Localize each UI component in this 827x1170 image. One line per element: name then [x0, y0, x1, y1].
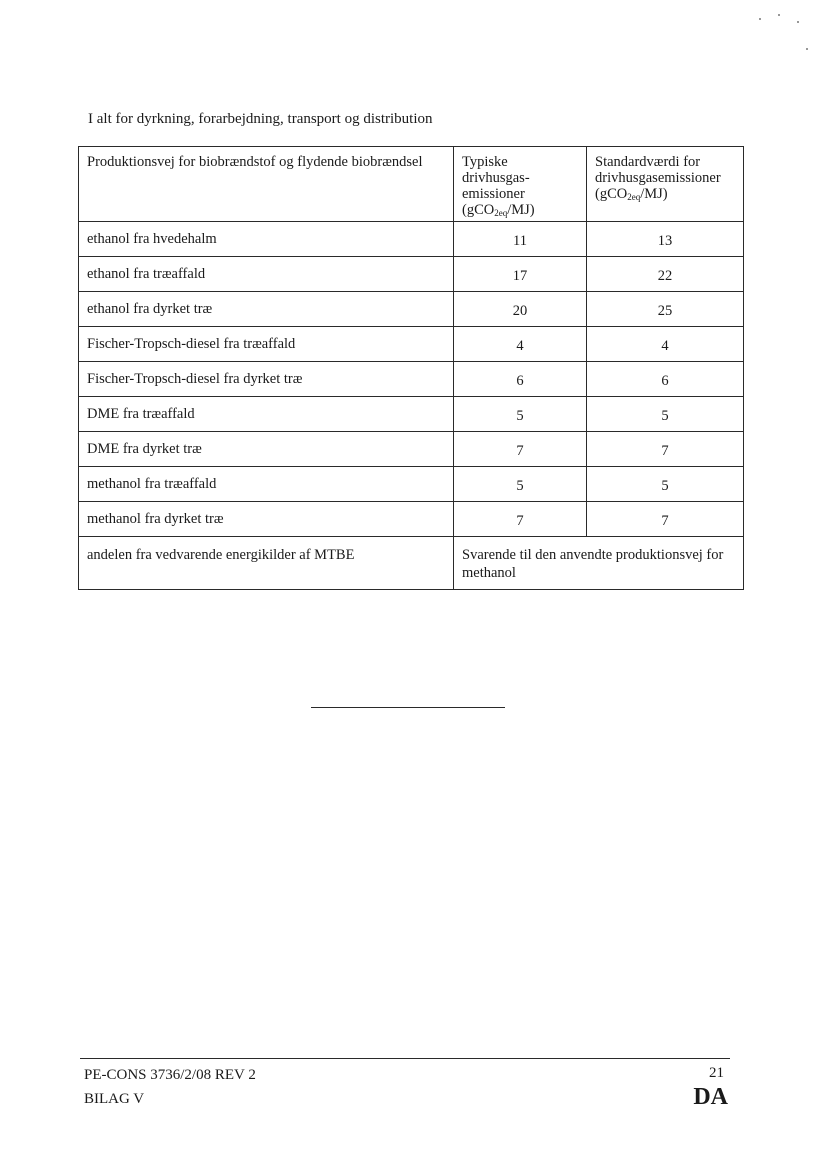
table-row: [79, 257, 744, 292]
footer-left-block: [84, 1063, 256, 1111]
header-default-unit: (gCO$_{2eq}$/MJ): [595, 186, 668, 202]
header-default-text: Standardværdi for drivhusgasemissioner: [595, 154, 721, 186]
row-typical-cell: 5: [454, 397, 587, 432]
header-default-emissions: [587, 147, 744, 222]
header-typical-unit: (gCO$_{2eq}$/MJ): [462, 202, 535, 218]
table-row: [79, 397, 744, 432]
row-default-cell: 13: [587, 222, 744, 257]
header-production-path: Produktionsvej for biobrændstof og flydende biobrændsel: [79, 147, 454, 222]
row-typical-cell: 6: [454, 362, 587, 397]
footer-language-code: DA: [693, 1084, 728, 1110]
row-path-cell: DME fra dyrket træ: [79, 432, 454, 467]
header-typical-emissions: [454, 147, 587, 222]
header-typical-text: Typiske drivhusgas-emissioner: [462, 154, 530, 202]
row-default-cell: 7: [587, 502, 744, 537]
row-path-cell: ethanol fra træaffald: [79, 257, 454, 292]
row-path-cell: ethanol fra hvedehalm: [79, 222, 454, 257]
row-default-cell: 7: [587, 432, 744, 467]
row-typical-cell: 11: [454, 222, 587, 257]
row-typical-cell: 20: [454, 292, 587, 327]
row-path-cell: DME fra træaffald: [79, 397, 454, 432]
row-path-cell: Fischer-Tropsch-diesel fra træaffald: [79, 327, 454, 362]
table-row-mtbe: [79, 537, 744, 590]
table-header-row: [79, 147, 744, 222]
table-row: [79, 222, 744, 257]
row-path-cell: methanol fra træaffald: [79, 467, 454, 502]
row-path-cell: methanol fra dyrket træ: [79, 502, 454, 537]
footer-page-number: 21: [709, 1065, 724, 1081]
row-default-cell: 6: [587, 362, 744, 397]
table-intro-text: I alt for dyrkning, forarbejdning, transport og distribution: [88, 111, 433, 127]
emissions-table: [78, 146, 744, 590]
row-default-cell: 4: [587, 327, 744, 362]
footer-doc-ref: PE-CONS 3736/2/08 REV 2: [84, 1067, 256, 1083]
row-path-cell: andelen fra vedvarende energikilder af MTBE: [79, 537, 454, 590]
footer-rule: [80, 1058, 730, 1059]
row-default-cell: 25: [587, 292, 744, 327]
row-typical-cell: 5: [454, 467, 587, 502]
table-row: [79, 432, 744, 467]
row-typical-cell: 7: [454, 502, 587, 537]
table-row: [79, 467, 744, 502]
row-typical-cell: 17: [454, 257, 587, 292]
section-divider: [311, 707, 505, 708]
row-default-cell: 5: [587, 397, 744, 432]
row-default-cell: 22: [587, 257, 744, 292]
row-default-cell: 5: [587, 467, 744, 502]
table-row: [79, 292, 744, 327]
row-path-cell: ethanol fra dyrket træ: [79, 292, 454, 327]
footer-annex: BILAG V: [84, 1091, 145, 1107]
row-path-cell: Fischer-Tropsch-diesel fra dyrket træ: [79, 362, 454, 397]
row-typical-cell: 7: [454, 432, 587, 467]
row-typical-cell: 4: [454, 327, 587, 362]
row-merged-value-cell: Svarende til den anvendte produktionsvej for methanol: [454, 537, 744, 590]
table-row: [79, 327, 744, 362]
table-row: [79, 362, 744, 397]
table-row: [79, 502, 744, 537]
